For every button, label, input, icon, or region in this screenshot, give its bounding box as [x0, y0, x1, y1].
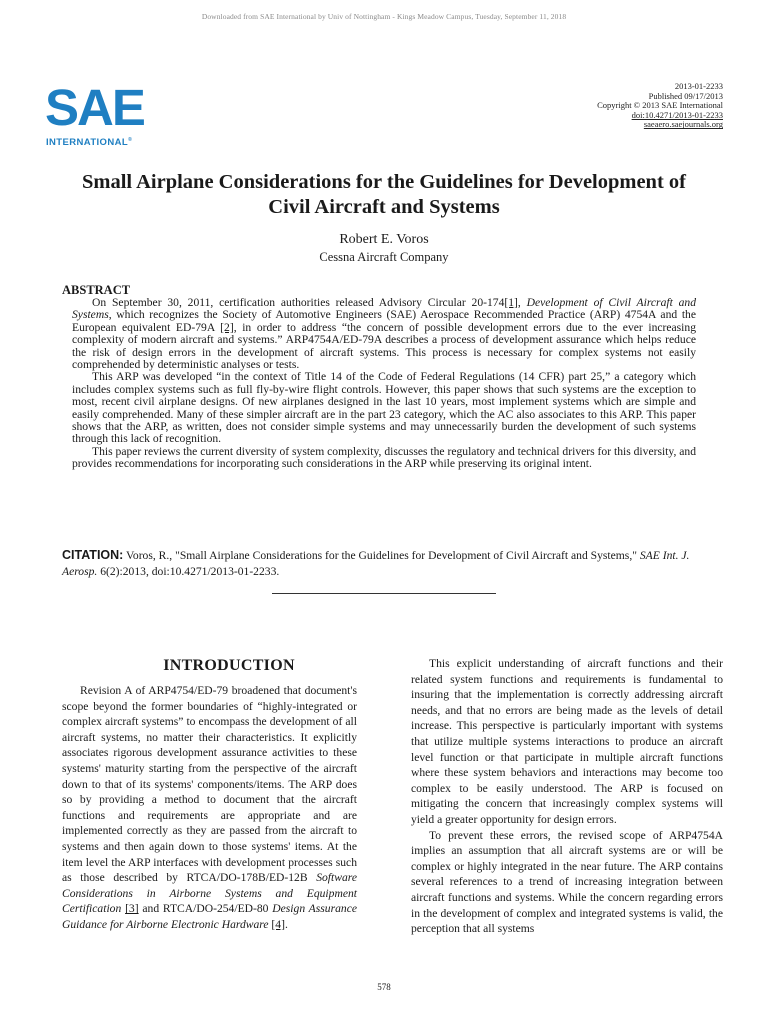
journal-site-link[interactable]: saeaero.saejournals.org [643, 119, 723, 130]
citation-label: CITATION: [62, 548, 124, 562]
reference-link-1[interactable]: [1] [504, 296, 518, 309]
introduction-heading: INTRODUCTION [163, 657, 295, 674]
download-banner: Downloaded from SAE International by Univ of Nottingham - Kings Meadow Campus, Tuesday, September 11, 2018 [201, 12, 567, 21]
intro-paragraph-3: To prevent these errors, the revised scope of ARP4754A implies an assumption that all aircraft systems are or will be complex or highly integrated in the near future. The ARP contains several references to a trend of increasing integration between aircraft functions and systems. While the concern regarding errors in the development of complex and integrated systems is valid, the perception that all systems [411, 828, 723, 936]
published-date: Published 09/17/2013 [648, 90, 723, 101]
page-number: 578 [377, 982, 391, 992]
abstract-paragraph-1: On September 30, 2011, certification authorities released Advisory Circular 20-174[1], Development of Civil Aircraft and Systems, which recognizes the Society of Automotive Engineers (SAE) Aerospace Recommended Practice (ARP) 4754A and the European equivalent ED-79A [2], in order to address “the concern of possible development errors due to the ever increasing complexity of modern aircraft and systems.” ARP4754A/ED-79A describes a process of development assurance which helps reduce the risk of design errors in the development of aircraft systems. This process is necessary for complex systems not easily comprehended by deterministic analyses or tests. [72, 296, 696, 372]
citation: CITATION: Voros, R., "Small Airplane Considerations for the Guidelines for Development of Civil Aircraft and Systems," SAE Int. J. Aerosp. 6(2):2013, doi:10.4271/2013-01-2233. [62, 548, 690, 578]
publication-meta [597, 82, 723, 130]
reference-link-3[interactable]: [3] [125, 902, 139, 916]
intro-paragraph-1: Revision A of ARP4754/ED-79 broadened that document's scope beyond the former boundaries of “highly-integrated or complex aircraft systems” to encompass the development of all aircraft systems, no matter their characteristics. It explicitly associates rigorous development assurance activities to these systems' maturity starting from the perspective of the aircraft down to that of its systems' components/items. The ARP does so by providing a method to document that the aircraft functions and requirements are appropriate and are implemented correctly as they are passed from the aircraft to systems and then again down to those systems' items. At the item level the ARP interfaces with development processes such as those described by RTCA/DO-178B/ED-12B Software Considerations in Airborne Systems and Equipment Certification [3] and RTCA/DO-254/ED-80 Design Assurance Guidance for Airborne Electronic Hardware [4]. [62, 684, 357, 931]
sae-international-logo [45, 79, 145, 149]
reference-link-2[interactable]: [2] [220, 320, 234, 334]
author-name: Robert E. Voros [339, 232, 429, 247]
reference-link-4[interactable]: [4] [271, 917, 285, 931]
abstract-heading: ABSTRACT [62, 283, 131, 297]
abstract-paragraph-3: This paper reviews the current diversity of system complexity, discusses the regulatory and technical drivers for this diversity, and provides recommendations for incorporating such considerations in the ARP while preserving its original intent. [72, 444, 696, 471]
copyright-line: Copyright © 2013 SAE International [597, 100, 723, 111]
author-affiliation: Cessna Aircraft Company [319, 250, 449, 264]
intro-paragraph-2: This explicit understanding of aircraft functions and their related system functions and requirements is fundamental to insuring that the implementation is correctly addressing aircraft needs, and that no errors are being made as the levels of detail increase. This perspective is particularly important with systems that utilize multiple systems interactions to produce an aircraft level function or that participate in multiple aircraft functions where these system behaviors and interactions may become too complex to be easily understood. The ARP is focused on mitigating the concern that increasingly complex systems will yield a greater opportunity for design errors. [411, 657, 723, 826]
section-divider [272, 593, 496, 594]
introduction-left-column [62, 683, 357, 933]
logo-subtitle: INTERNATIONAL® [46, 137, 133, 149]
logo-wordmark: SAE [45, 79, 144, 136]
introduction-right-column [411, 656, 723, 937]
doi-link[interactable]: doi:10.4271/2013-01-2233 [631, 109, 723, 120]
paper-title: Small Airplane Considerations for the Guidelines for Development of Civil Aircraft and Systems [82, 171, 686, 218]
abstract-body [72, 297, 696, 471]
paper-number: 2013-01-2233 [674, 81, 723, 91]
abstract-paragraph-2: This ARP was developed “in the context of Title 14 of the Code of Federal Regulations (14 CFR) part 25,” a category which includes complex systems such as full fly-by-wire flight controls. However, this paper shows that such systems are the exception to most, recent civil airplane designs. Of new airplanes designed in the last 10 years, most implement systems which are simple and easily comprehended. Many of these simpler aircraft are in the part 23 category, which the AC also associates to this ARP. This paper shows that the ARP, as written, does not consider simple systems and may unnecessarily burden the development of such systems through this lack of recognition. [72, 370, 696, 446]
